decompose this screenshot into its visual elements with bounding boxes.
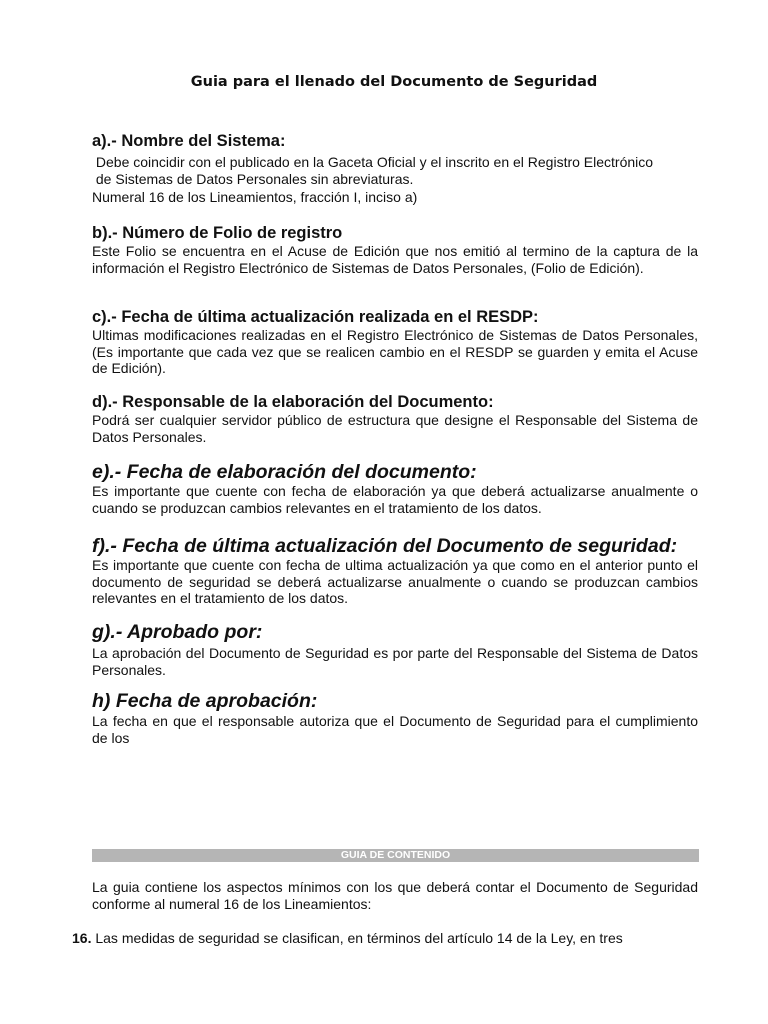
section-b-heading: b).- Número de Folio de registro xyxy=(92,224,343,242)
section-e-body: Es importante que cuente con fecha de elaboración ya que deberá actualizarse anualmente o cuando se produzcan cambios relevantes en el tratamiento de los datos. xyxy=(92,483,698,516)
document-title: Guia para el llenado del Documento de Seguridad xyxy=(190,74,598,90)
section-c xyxy=(92,308,698,377)
section-a-line-3: Numeral 16 de los Lineamientos, fracción I, inciso a) xyxy=(92,189,418,205)
section-a-line-2: de Sistemas de Datos Personales sin abreviaturas. xyxy=(92,170,414,187)
content-intro: La guia contiene los aspectos mínimos con los que deberá contar el Documento de Seguridad conforme al numeral 16 de los Lineamientos: xyxy=(92,879,698,912)
section-h-body: La fecha en que el responsable autoriza que el Documento de Seguridad para el cumplimiento de los xyxy=(92,713,698,746)
section-f xyxy=(92,535,698,607)
section-h xyxy=(92,690,698,746)
section-c-heading: c).- Fecha de última actualización realizada en el RESDP: xyxy=(92,308,539,326)
section-g-body: La aprobación del Documento de Seguridad es por parte del Responsable del Sistema de Datos Personales. xyxy=(92,645,698,678)
section-d-body: Podrá ser cualquier servidor público de estructura que designe el Responsable del Sistema de Datos Personales. xyxy=(92,412,698,445)
section-a-heading: a).- Nombre del Sistema: xyxy=(92,132,286,150)
section-e xyxy=(92,461,698,516)
section-d-heading: d).- Responsable de la elaboración del Documento: xyxy=(92,393,494,411)
section-d xyxy=(92,393,698,445)
section-g xyxy=(92,621,698,678)
content-intro-block xyxy=(92,879,698,912)
section-f-body: Es importante que cuente con fecha de ultima actualización ya que como en el anterior punto el documento de seguridad se deberá actualizarse anualmente o cuando se produzcan cambios relevantes en el tratamiento de los datos. xyxy=(92,557,698,606)
section-c-body: Ultimas modificaciones realizadas en el Registro Electrónico de Sistemas de Datos Personales, (Es importante que cada vez que se realicen cambio en el RESDP se guarden y emita el Acuse de Edición). xyxy=(92,327,698,376)
section-h-heading: h) Fecha de aprobación: xyxy=(92,690,318,712)
section-f-heading: f).- Fecha de última actualización del Documento de seguridad: xyxy=(92,535,678,557)
numbered-item-number: 16. xyxy=(72,930,92,946)
section-b xyxy=(92,224,698,276)
section-g-heading: g).- Aprobado por: xyxy=(92,621,263,643)
numbered-item-16 xyxy=(72,930,623,947)
section-a-line-1: Debe coincidir con el publicado en la Gaceta Oficial y el inscrito en el Registro Electrónico xyxy=(92,154,654,170)
numbered-item-text: Las medidas de seguridad se clasifican, en términos del artículo 14 de la Ley, en tres xyxy=(91,930,623,946)
section-a xyxy=(92,132,698,206)
section-b-body: Este Folio se encuentra en el Acuse de Edición que nos emitió al termino de la captura de la información el Registro Electrónico de Sistemas de Datos Personales, (Folio de Edición). xyxy=(92,243,698,276)
section-e-heading: e).- Fecha de elaboración del documento: xyxy=(92,461,477,483)
content-guide-bar: GUIA DE CONTENIDO xyxy=(92,849,699,862)
